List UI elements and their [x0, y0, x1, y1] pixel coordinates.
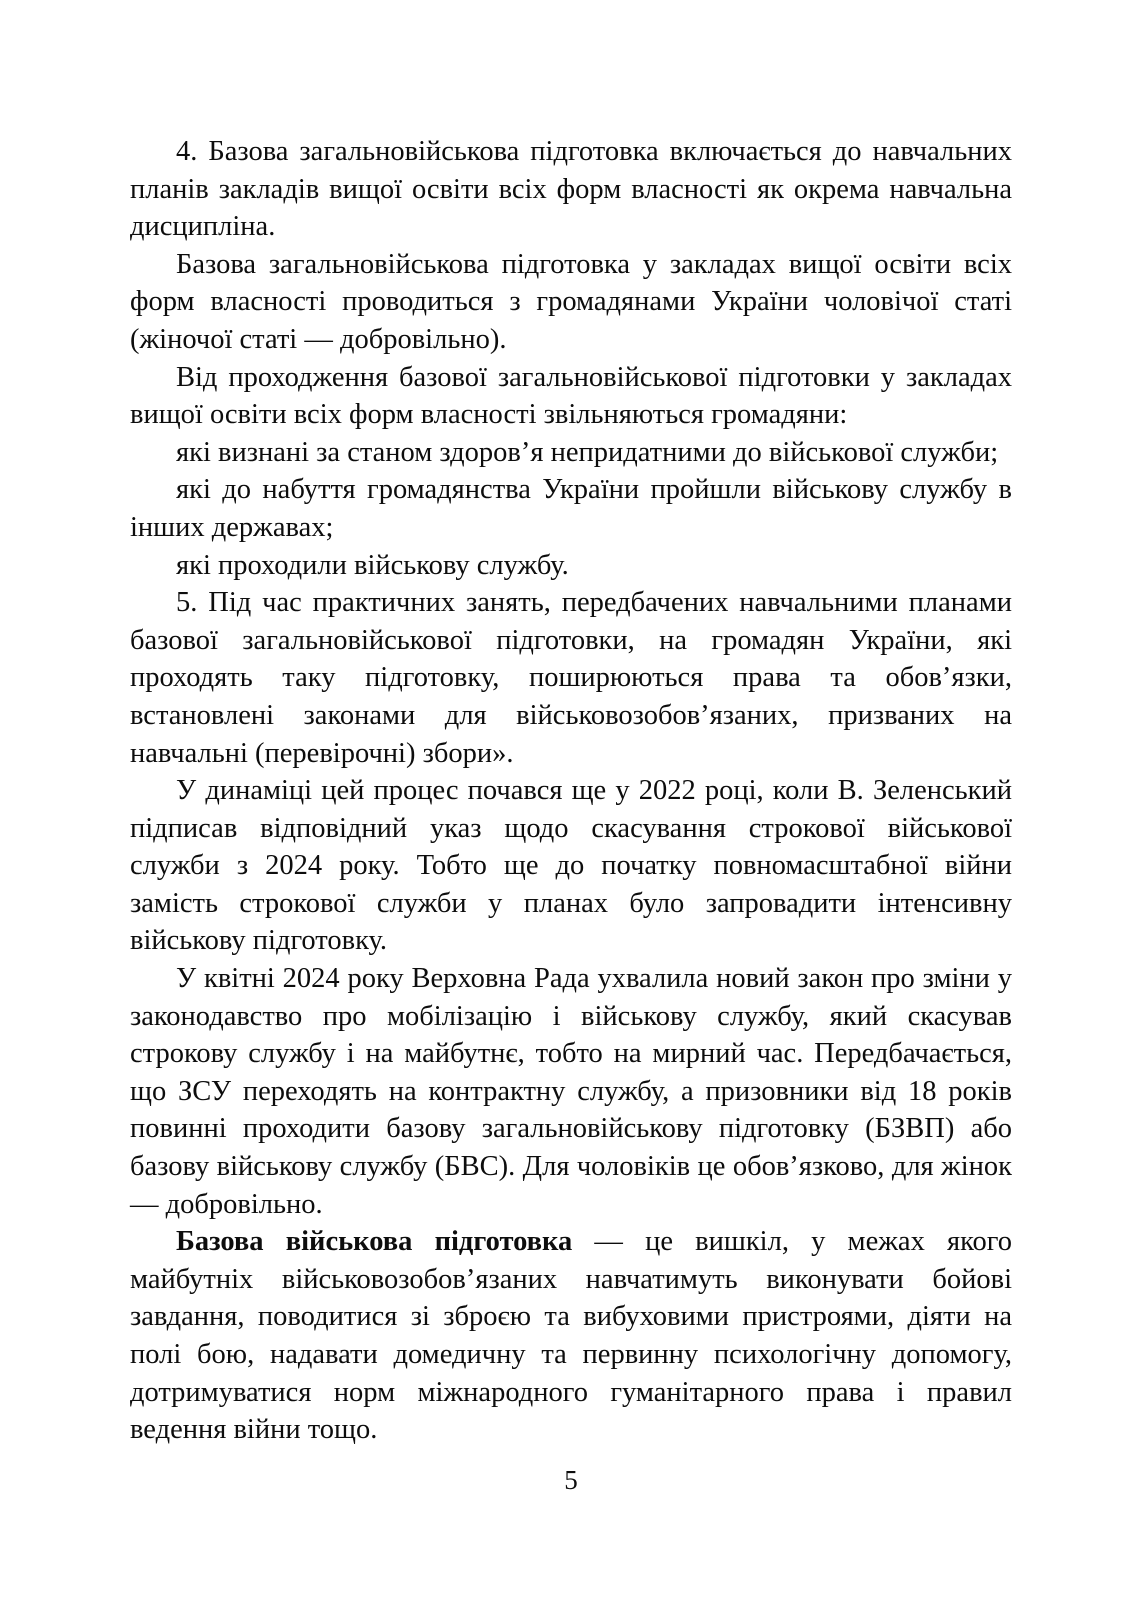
paragraph-dynamics-2022: У динаміці цей процес почався ще у 2022 році, коли В. Зеленський підписав відповідний указ щодо скасування строкової військової служби з 2024 року. Тобто ще до початку повномасштабної війни замість строкової служби у планах було запровадити інтенсивну військову підготовку. [130, 775, 1012, 957]
paragraph-exemption-health: які визнані за станом здоров’я непридатними до військової служби; [176, 436, 999, 468]
paragraph-bzp-conditions: Базова загальновійськова підготовка у закладах вищої освіти всіх форм власності проводиться з громадянами України чоловічої статі (жіночої статі — добровільно). [130, 248, 1012, 355]
definition-term: Базова військова підготовка [176, 1226, 573, 1258]
paragraph-exemption-served: які проходили військову службу. [176, 549, 569, 581]
paragraph-definition-bvp [130, 1223, 1012, 1449]
paragraph-exemptions-intro: Від проходження базової загальновійськової підготовки у закладах вищої освіти всіх форм власності звільняються громадяни: [130, 361, 1012, 431]
page-number: 5 [564, 1465, 578, 1495]
paragraph-item-4: 4. Базова загальновійськова підготовка включається до навчальних планів закладів вищої освіти всіх форм власності як окрема навчальна дисципліна. [130, 136, 1012, 243]
definition-body: — це вишкіл, у межах якого майбутніх військовозобов’язаних навчатимуть виконувати бойові завдання, поводитися зі зброєю та вибуховими пристроями, діяти на полі бою, надавати домедичну та первинну психологічну допомогу, дотримуватися норм міжнародного гуманітарного права і правил ведення війни тощо. [130, 1226, 1012, 1446]
paragraph-item-5: 5. Під час практичних занять, передбачених навчальними планами базової загальновійськової підготовки, на громадян України, які проходять таку підготовку, поширюються права та обов’язки, встановлені законами для військовозобов’язаних, призваних на навчальні (перевірочні) збори». [130, 587, 1012, 769]
page-body-text [130, 133, 1012, 1449]
paragraph-exemption-foreign-service: які до набуття громадянства України пройшли військову службу в інших державах; [130, 474, 1012, 543]
paragraph-april-2024-law: У квітні 2024 року Верховна Рада ухвалила новий закон про зміни у законодавство про мобілізацію і військову службу, який скасував строкову службу і на майбутнє, тобто на мирний час. Передбачається, що ЗСУ переходять на контрактну службу, а призовники від 18 років повинні проходити базову загальновійськову підготовку (БЗВП) або базову військову службу (БВС). Для чоловіків це обов’язково, для жінок — добровільно. [130, 963, 1012, 1220]
